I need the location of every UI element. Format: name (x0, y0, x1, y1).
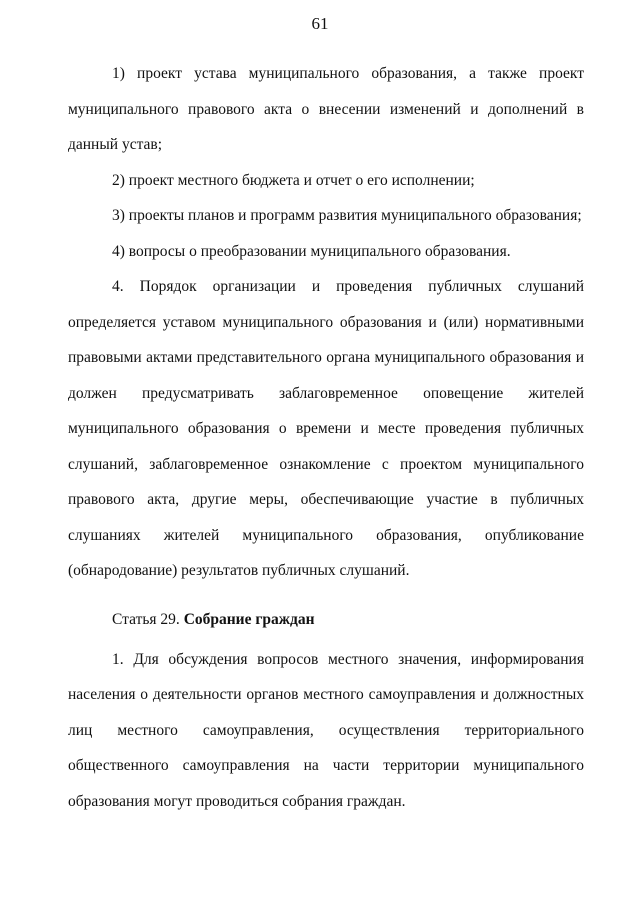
paragraph-4-public-hearings: 4. Порядок организации и проведения публичных слушаний определяется уставом муниципального образования и (или) нормативными правовыми актами представительного органа муниципального образования и должен предусматривать заблаговременное оповещение жителей муниципального образования о времени и месте проведения публичных слушаний, заблаговременное ознакомление с проектом муниципального правового акта, другие меры, обеспечивающие участие в публичных слушаниях жителей муниципального образования, опубликование (обнародование) результатов публичных слушаний. (68, 278, 584, 579)
list-block (68, 56, 584, 589)
article-title: Собрание граждан (183, 611, 315, 628)
article-prefix: Статья 29. (112, 611, 180, 628)
article-heading (68, 602, 584, 638)
list-item-2: 2) проект местного бюджета и отчет о его исполнении; (112, 171, 475, 189)
page-number: 61 (311, 14, 329, 33)
list-item-1: 1) проект устава муниципального образования, а также проект муниципального правового акта о внесении изменений и дополнений в данный устав; (68, 65, 584, 153)
list-item-3: 3) проекты планов и программ развития муниципального образования; (112, 207, 582, 224)
article-block (68, 602, 584, 819)
article-paragraph-1: 1. Для обсуждения вопросов местного значения, информирования населения о деятельности органов местного самоуправления и должностных лиц местного самоуправления, осуществления территориального общественного самоуправления на части территории муниципального образования могут проводиться собрания граждан. (68, 650, 584, 810)
list-item-4: 4) вопросы о преобразовании муниципального образования. (112, 242, 511, 260)
